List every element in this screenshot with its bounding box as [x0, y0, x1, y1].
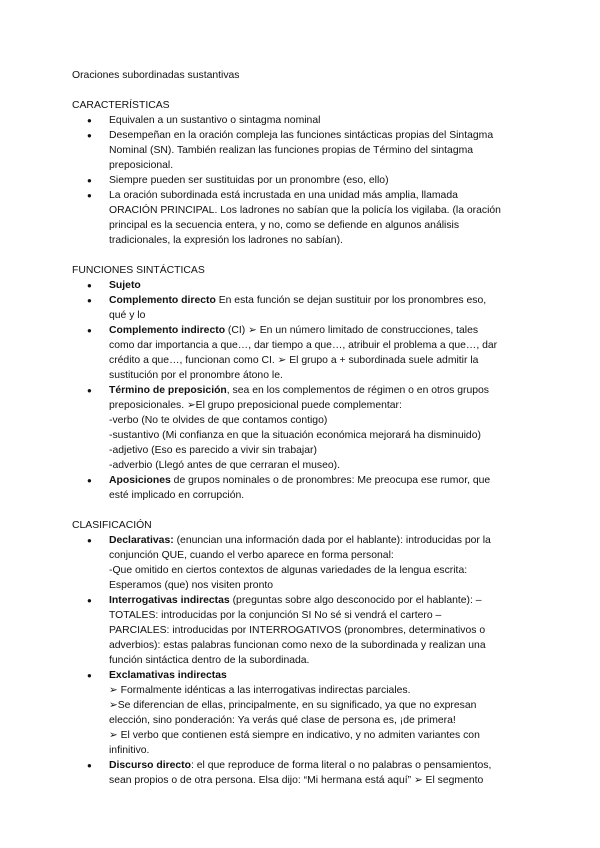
text-line: ● Siempre pueden ser sustituidas por un pronombre (eso, ello): [109, 175, 389, 186]
text-line: qué y lo: [109, 310, 146, 321]
heading-clasificacion: CLASIFICACIÓN: [72, 520, 152, 531]
list-item: [72, 173, 528, 188]
text-line: Esperamos (que) nos visiten pronto: [109, 580, 274, 591]
text-line: conjunción QUE, cuando el verbo aparece en forma personal:: [109, 550, 394, 561]
text-line: [109, 323, 528, 338]
text-line: preposicionales. ➢El grupo preposicional puede complementar:: [109, 400, 402, 411]
text-line: [109, 668, 528, 683]
list-item: [72, 668, 528, 758]
text-line: infinitivo.: [109, 745, 150, 756]
list-item: [72, 533, 528, 593]
list-item: [72, 188, 528, 248]
document-title: Oraciones subordinadas sustantivas: [72, 70, 240, 81]
list-funciones: [72, 278, 528, 503]
text-line: ORACIÓN PRINCIPAL. Los ladrones no sabían que la policía los vigilaba. (la oración: [109, 205, 501, 216]
list-item: [72, 473, 528, 503]
term-text: (enuncian una información dada por el hablante): introducidas por la: [173, 535, 491, 546]
text-line: como dar importancia a que…, dar tiempo a que…, atribuir el problema a que…, dar: [109, 340, 498, 351]
text-line: sustitución por el pronombre átono le.: [109, 370, 283, 381]
list-item: [72, 128, 528, 173]
text-line: preposicional.: [109, 160, 174, 171]
text-line: ➢ El verbo que contienen está siempre en indicativo, y no admiten variantes con: [109, 730, 480, 741]
term-label: Sujeto: [109, 280, 141, 291]
text-line: TOTALES: introducidas por la conjunción SI No sé si vendrá el cartero –: [109, 610, 442, 621]
text-line: ● Desempeñan en la oración compleja las funciones sintácticas propias del Sintagma: [109, 130, 494, 141]
text-line: [109, 593, 528, 608]
text-line: principal es la secuencia entera, y no, como se defiende en algunos análisis: [109, 220, 460, 231]
text-line: -verbo (No te olvides de que contamos contigo): [109, 415, 328, 426]
text-line: [109, 383, 528, 398]
section-spacer: [72, 248, 528, 263]
text-line: Nominal (SN). También realizan las funciones propias de Término del sintagma: [109, 145, 474, 156]
text-line: [109, 278, 528, 293]
list-item: [72, 278, 528, 293]
term-label: Interrogativas indirectas: [109, 595, 230, 606]
list-clasificacion: [72, 533, 528, 788]
term-label: Complemento directo: [109, 295, 216, 306]
list-item: [72, 113, 528, 128]
term-text: : el que reproduce de forma literal o no palabras o pensamientos,: [191, 760, 492, 771]
document-content: [72, 68, 528, 788]
term-label: Aposiciones: [109, 475, 171, 486]
term-text: , sea en los complementos de régimen o en otros grupos: [226, 385, 490, 396]
text-line: ➢Se diferencian de ellas, principalmente, en su significado, ya que no expresan: [109, 700, 477, 711]
term-label: Complemento indirecto: [109, 325, 226, 336]
term-text: En esta función se dejan sustituir por los pronombres eso,: [215, 295, 487, 306]
term-label: Declarativas:: [109, 535, 174, 546]
text-line: PARCIALES: introducidas por INTERROGATIVOS (pronombres, determinativos o: [109, 625, 486, 636]
text-line: -adjetivo (Eso es parecido a vivir sin trabajar): [109, 445, 317, 456]
text-line: ● Equivalen a un sustantivo o sintagma nominal: [109, 115, 321, 126]
list-item: [72, 383, 528, 473]
heading-funciones: FUNCIONES SINTÁCTICAS: [72, 265, 205, 276]
list-item: [72, 293, 528, 323]
text-line: adverbios): estas palabras funcionan como nexo de la subordinada y realizan una: [109, 640, 486, 651]
text-line: tradicionales, la expresión los ladrones no sabían).: [109, 235, 343, 246]
text-line: [109, 473, 528, 488]
text-line: esté implicado en corrupción.: [109, 490, 245, 501]
term-text: (CI) ➢ En un número limitado de construcciones, tales: [225, 325, 479, 336]
list-item: [72, 758, 528, 788]
text-line: sean propios o de otra persona. Elsa dijo: “Mi hermana está aquí” ➢ El segmento: [109, 775, 484, 786]
term-label: Exclamativas indirectas: [109, 670, 227, 681]
term-text: de grupos nominales o de pronombres: Me preocupa ese rumor, que: [170, 475, 491, 486]
text-line: elección, sino ponderación: Ya verás qué clase de persona es, ¡de primera!: [109, 715, 456, 726]
text-line: [109, 533, 528, 548]
heading-caracteristicas: CARACTERÍSTICAS: [72, 100, 170, 111]
text-line: -adverbio (Llegó antes de que cerraran el museo).: [109, 460, 341, 471]
text-line: [109, 758, 528, 773]
list-caracteristicas: [72, 113, 528, 248]
text-line: [109, 293, 528, 308]
section-spacer: [72, 503, 528, 518]
list-item: [72, 593, 528, 668]
text-line: ➢ Formalmente idénticas a las interrogativas indirectas parciales.: [109, 685, 411, 696]
text-line: crédito a que…, funcionan como CI. ➢ El grupo a + subordinada suele admitir la: [109, 355, 479, 366]
text-line: -Que omitido en ciertos contextos de algunas variedades de la lengua escrita:: [109, 565, 468, 576]
term-text: (preguntas sobre algo desconocido por el hablante): –: [229, 595, 482, 606]
text-line: función sintáctica dentro de la subordinada.: [109, 655, 310, 666]
term-label: Discurso directo: [109, 760, 191, 771]
list-item: [72, 323, 528, 383]
term-label: Término de preposición: [109, 385, 227, 396]
text-line: ● La oración subordinada está incrustada en una unidad más amplia, llamada: [109, 190, 458, 201]
text-line: -sustantivo (Mi confianza en que la situación económica mejorará ha disminuido): [109, 430, 481, 441]
